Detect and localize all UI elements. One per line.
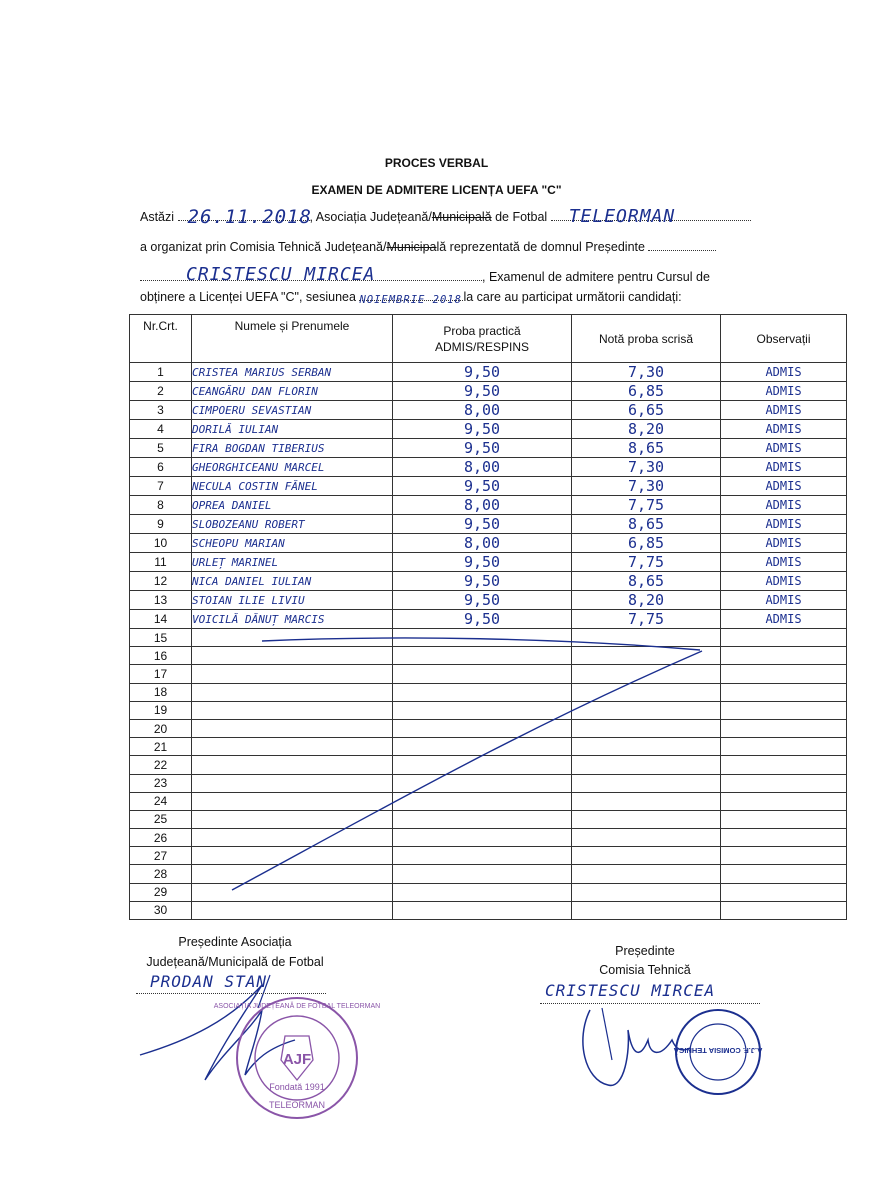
- header-practical: Proba practică ADMIS/RESPINS: [393, 315, 572, 363]
- left-signature-name: PRODAN STAN: [150, 972, 267, 991]
- right-stamp-text: A.J.F. COMISIA TEHNICĂ: [673, 1046, 763, 1055]
- row-obs: ADMIS: [765, 441, 802, 455]
- left-stamp-ring-text: ASOCIAȚIA JUDEȚEANĂ DE FOTBAL TELEORMAN: [213, 1003, 381, 1010]
- line4-suffix: la care au participat următorii candidați:: [463, 290, 682, 304]
- left-signature-label-1: Președinte Asociația: [178, 935, 292, 949]
- row-practical: 8,00: [463, 496, 501, 514]
- row-practical: 8,00: [463, 534, 501, 552]
- row-nr: 18: [153, 685, 168, 700]
- row-name: DORILĂ IULIAN: [192, 423, 279, 436]
- row-obs: ADMIS: [765, 574, 802, 588]
- row-written: 8,65: [627, 439, 665, 457]
- line2-suffix: lă reprezentată de domnul Președinte: [436, 240, 645, 254]
- row-name: CRISTEA MARIUS SERBAN: [192, 366, 332, 379]
- row-nr: 9: [157, 517, 164, 531]
- asociatia-label: , Asociația Județeană/: [309, 210, 432, 224]
- row-practical: 9,50: [463, 553, 501, 571]
- row-practical: 9,50: [463, 515, 501, 533]
- row-obs: ADMIS: [765, 498, 802, 512]
- right-signature-line: [540, 1003, 760, 1004]
- row-obs: ADMIS: [765, 422, 802, 436]
- header-obs: Observații: [721, 315, 847, 363]
- row-practical: 9,50: [463, 439, 501, 457]
- header-name: Numele și Prenumele: [192, 315, 393, 363]
- row-written: 7,30: [627, 363, 665, 381]
- row-practical: 8,00: [463, 458, 501, 476]
- row-practical: 9,50: [463, 477, 501, 495]
- row-nr: 30: [153, 903, 168, 918]
- row-nr: 7: [157, 479, 164, 493]
- row-practical: 9,50: [463, 591, 501, 609]
- row-name: CIMPOERU SEVASTIAN: [192, 404, 312, 417]
- row-written: 8,20: [627, 420, 665, 438]
- row-practical: 9,50: [463, 363, 501, 381]
- left-stamp-founded: Fondată 1991: [269, 1082, 325, 1092]
- row-nr: 26: [153, 830, 168, 845]
- header-written: Notă proba scrisă: [572, 315, 721, 363]
- row-nr: 13: [153, 593, 168, 607]
- row-obs: ADMIS: [765, 403, 802, 417]
- row-nr: 27: [153, 848, 168, 863]
- row-name: GHEORGHICEANU MARCEL: [192, 461, 325, 474]
- row-nr: 20: [153, 721, 168, 736]
- row-nr: 22: [153, 757, 168, 772]
- right-signature-label-1: Președinte: [615, 944, 675, 958]
- row-nr: 16: [153, 648, 168, 663]
- date-handwritten: 26.11.2018: [187, 206, 312, 228]
- row-obs: ADMIS: [765, 593, 802, 607]
- row-nr: 19: [153, 703, 168, 718]
- row-nr: 24: [153, 794, 168, 809]
- strike-diagonal: [232, 651, 702, 890]
- row-obs: ADMIS: [765, 517, 802, 531]
- row-written: 7,75: [627, 610, 665, 628]
- line4-prefix: obținere a Licenței UEFA "C", sesiunea: [140, 290, 356, 304]
- row-name: VOICILĂ DĂNUȚ MARCIS: [192, 613, 325, 626]
- row-obs: ADMIS: [765, 555, 802, 569]
- row-written: 7,75: [627, 553, 665, 571]
- row-obs: ADMIS: [765, 384, 802, 398]
- row-obs: ADMIS: [765, 460, 802, 474]
- row-practical: 9,50: [463, 572, 501, 590]
- row-obs: ADMIS: [765, 612, 802, 626]
- row-nr: 17: [153, 666, 168, 681]
- header-nr: Nr.Crt.: [130, 315, 192, 363]
- session-handwritten: NOIEMBRIE 2018: [359, 294, 462, 306]
- row-written: 6,65: [627, 401, 665, 419]
- right-signature-stroke: [602, 1008, 612, 1060]
- left-stamp-bottom: TELEORMAN: [268, 1100, 326, 1110]
- row-nr: 3: [157, 403, 164, 417]
- row-nr: 6: [157, 460, 164, 474]
- row-written: 8,65: [627, 515, 665, 533]
- line3-suffix: , Examenul de admitere pentru Cursul de: [482, 270, 710, 284]
- row-obs: ADMIS: [765, 479, 802, 493]
- row-written: 7,30: [627, 458, 665, 476]
- document-title: PROCES VERBAL: [384, 156, 489, 170]
- row-written: 7,30: [627, 477, 665, 495]
- row-practical: 8,00: [463, 401, 501, 419]
- municipala-struck: Municipală: [431, 210, 492, 224]
- strike-horizontal: [262, 638, 700, 650]
- row-practical: 9,50: [463, 610, 501, 628]
- left-signature-line: [136, 993, 326, 994]
- line2-prefix: a organizat prin Comisia Tehnică Județeană/: [140, 240, 387, 254]
- row-written: 8,65: [627, 572, 665, 590]
- president-handwritten: CRISTESCU MIRCEA: [186, 264, 376, 285]
- left-stamp-center: AJF: [282, 1051, 312, 1068]
- row-nr: 25: [153, 812, 168, 827]
- astazi-label: Astăzi: [140, 210, 175, 224]
- row-name: CEANGĂRU DAN FLORIN: [192, 385, 318, 398]
- row-name: URLEȚ MARINEL: [192, 556, 279, 569]
- row-name: SCHEOPU MARIAN: [192, 537, 285, 550]
- county-handwritten: TELEORMAN: [568, 206, 676, 227]
- row-written: 8,20: [627, 591, 665, 609]
- row-obs: ADMIS: [765, 365, 802, 379]
- right-signature-label-2: Comisia Tehnică: [599, 963, 691, 977]
- row-nr: 5: [157, 441, 164, 455]
- row-nr: 8: [157, 498, 164, 512]
- row-written: 6,85: [627, 382, 665, 400]
- row-written: 7,75: [627, 496, 665, 514]
- row-nr: 1: [157, 365, 164, 379]
- document-subtitle: EXAMEN DE ADMITERE LICENȚA UEFA "C": [311, 183, 562, 197]
- row-obs: ADMIS: [765, 536, 802, 550]
- left-signature: [140, 985, 295, 1080]
- line2-struck: Municipa: [386, 240, 437, 254]
- row-nr: 21: [153, 739, 168, 754]
- row-nr: 28: [153, 867, 168, 882]
- row-name: SLOBOZEANU ROBERT: [192, 518, 305, 531]
- row-nr: 12: [153, 574, 168, 588]
- right-signature-name: CRISTESCU MIRCEA: [545, 981, 716, 1000]
- row-name: FIRA BOGDAN TIBERIUS: [192, 442, 325, 455]
- row-nr: 2: [157, 384, 164, 398]
- row-nr: 4: [157, 422, 164, 436]
- row-name: NECULA COSTIN FĂNEL: [192, 480, 318, 493]
- left-signature-label-2: Județeană/Municipală de Fotbal: [146, 955, 324, 969]
- row-nr: 29: [153, 885, 168, 900]
- row-practical: 9,50: [463, 382, 501, 400]
- row-nr: 10: [153, 536, 168, 550]
- row-name: STOIAN ILIE LIVIU: [192, 594, 305, 607]
- row-name: OPREA DANIEL: [192, 499, 272, 512]
- row-practical: 9,50: [463, 420, 501, 438]
- row-name: NICA DANIEL IULIAN: [192, 575, 312, 588]
- de-fotbal-label: de Fotbal: [495, 210, 548, 224]
- row-nr: 15: [153, 630, 168, 645]
- row-nr: 14: [153, 612, 168, 626]
- row-nr: 11: [154, 555, 167, 569]
- row-nr: 23: [153, 776, 168, 791]
- row-written: 6,85: [627, 534, 665, 552]
